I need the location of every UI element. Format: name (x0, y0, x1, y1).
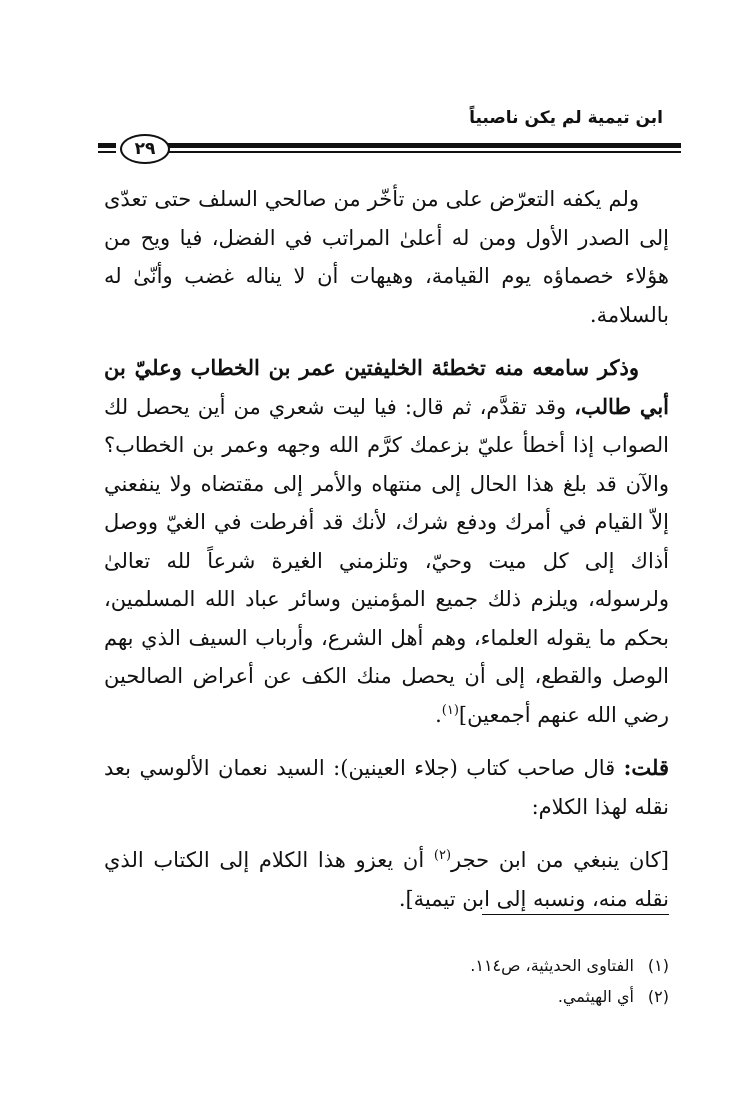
footnote-1 (470, 950, 669, 981)
paragraph-4 (104, 841, 669, 918)
paragraph-2 (104, 349, 669, 734)
footnote-2-text: أي الهيثمي. (557, 987, 634, 1006)
paragraph-1: ولم يكفه التعرّض على من تأخّر من صالحي السلف حتى تعدّى إلى الصدر الأول ومن له أعلىٰ المراتب في الفضل، فيا ويح من هؤلاء خصماؤه يوم القيامة، وهيهات أن لا يناله غضب وأنّىٰ له بالسلامة. (104, 187, 669, 327)
rule-stub-thin (98, 151, 116, 153)
running-title: ابن تيمية لم يكن ناصبياً (469, 108, 663, 128)
rule-thin (168, 151, 681, 153)
paragraph-3 (104, 749, 669, 826)
footnote-1-text: الفتاوى الحديثية، ص١١٤. (470, 956, 634, 975)
qultu-label: قلت: (623, 755, 669, 780)
paragraph-2-text: وقد تقدَّم، ثم قال: فيا ليت شعري من أين يحصل لك الصواب إذا أخطأ عليّ بزعمك كرَّم الله وجهه وعمر بن الخطاب؟ والآن قد بلغ هذا الحال إلى منتهاه والأمر إلى مقتضاه ولا ينفعني إلاّ القيام في أمرك ودفع شرك، لأنك قد أفرطت في الغيّ ووصل أذاك إلى كل ميت وحيّ، وتلزمني الغيرة شرعاً لله تعالىٰ ولرسوله، ويلزم ذلك جميع المؤمنين وسائر عباد الله المسلمين، بحكم ما يقوله العلماء، وهم أهل الشرع، وأرباب السيف الذي بهم الوصل والقطع، إلى أن يحصل منك الكف عن أعراض الصالحين رضي الله عنهم أجمعين] (104, 394, 669, 727)
rule-thick (168, 143, 681, 148)
paragraph-4-start: [كان ينبغي من ابن حجر (451, 848, 669, 872)
footnote-ref-2: (٢) (433, 848, 452, 863)
footnote-1-number: (١) (647, 956, 669, 975)
paragraph-2-end: . (435, 702, 442, 727)
footnotes (470, 950, 669, 1012)
footnote-ref-1: (١) (441, 702, 459, 718)
page-number: ٢٩ (120, 134, 170, 164)
main-text (104, 180, 669, 933)
footnote-2-number: (٢) (647, 987, 669, 1006)
header-rule (98, 139, 681, 159)
paragraph-4-end: أن يعزو هذا الكلام إلى الكتاب الذي نقله منه، ونسبه إلى ابن تيمية]. (104, 848, 669, 911)
paragraph-3-text: قال صاحب كتاب (جلاء العينين): السيد نعمان الألوسي بعد نقله لهذا الكلام: (104, 756, 669, 819)
footnote-separator (482, 914, 669, 915)
paragraph-2-bold-lead: وذكر سامعه منه تخطئة الخليفتين عمر بن الخطاب وعليّ بن أبي طالب، (104, 355, 669, 419)
rule-stub-thick (98, 143, 116, 148)
footnote-2 (470, 981, 669, 1012)
